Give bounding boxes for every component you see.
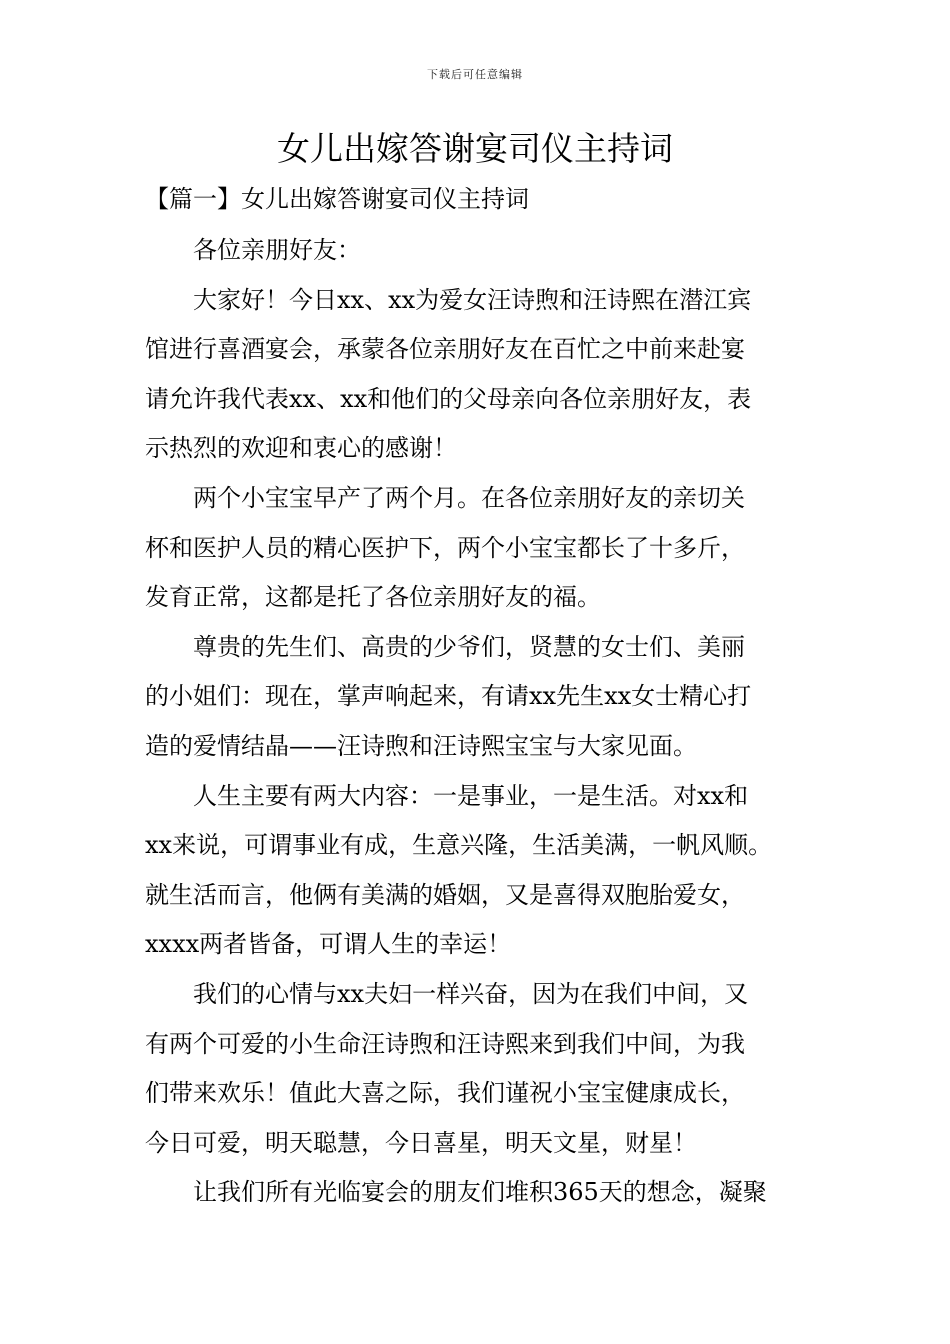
page-title: 女儿出嫁答谢宴司仪主持词 [277, 129, 673, 168]
paragraph [145, 276, 810, 474]
document-body [145, 226, 810, 1218]
paragraph-line: 请允许我代表xx、xx和他们的父母亲向各位亲朋好友，表 [145, 384, 752, 413]
paragraph-line: 造的爱情结晶——汪诗煦和汪诗熙宝宝与大家见面。 [145, 731, 697, 760]
section-heading: 【篇一】女儿出嫁答谢宴司仪主持词 [145, 185, 529, 213]
paragraph [145, 1168, 810, 1218]
paragraph-line: 发育正常，这都是托了各位亲朋好友的福。 [145, 583, 601, 612]
paragraph-line: 我们的心情与xx夫妇一样兴奋，因为在我们中间，又 [145, 979, 749, 1008]
paragraph-line: 就生活而言，他俩有美满的婚姻，又是喜得双胞胎爱女， [145, 880, 745, 909]
paragraph-line: 今日可爱，明天聪慧，今日喜星，明天文星，财星！ [145, 1128, 697, 1157]
paragraph-line: 有两个可爱的小生命汪诗煦和汪诗熙来到我们中间，为我 [145, 1029, 745, 1058]
paragraph-line: 让我们所有光临宴会的朋友们堆积365天的想念，凝聚 [145, 1178, 767, 1207]
paragraph-line: 各位亲朋好友： [145, 236, 361, 264]
paragraph [145, 226, 810, 276]
paragraph [145, 970, 810, 1168]
paragraph-line: 杯和医护人员的精心医护下，两个小宝宝都长了十多斤， [145, 533, 745, 562]
paragraph-line: xxxx两者皆备，可谓人生的幸运！ [145, 930, 512, 959]
paragraph-line: 两个小宝宝早产了两个月。在各位亲朋好友的亲切关 [145, 483, 745, 512]
paragraph [145, 623, 810, 772]
header-note: 下载后可任意编辑 [427, 68, 523, 81]
paragraph-line: 馆进行喜酒宴会，承蒙各位亲朋好友在百忙之中前来赴宴 [145, 335, 745, 364]
paragraph-line: 的小姐们：现在，掌声响起来，有请xx先生xx女士精心打 [145, 682, 752, 711]
paragraph [145, 772, 810, 970]
paragraph-line: 们带来欢乐！值此大喜之际，我们谨祝小宝宝健康成长， [145, 1079, 745, 1108]
paragraph-line: 示热烈的欢迎和衷心的感谢！ [145, 434, 457, 463]
paragraph-line: 尊贵的先生们、高贵的少爷们，贤慧的女士们、美丽 [145, 632, 745, 661]
paragraph-line: 人生主要有两大内容：一是事业，一是生活。对xx和 [145, 781, 749, 810]
paragraph-line: xx来说，可谓事业有成，生意兴隆，生活美满，一帆风顺。 [145, 831, 773, 860]
paragraph [145, 474, 810, 623]
paragraph-line: 大家好！今日xx、xx为爱女汪诗煦和汪诗熙在潜江宾 [145, 285, 752, 314]
